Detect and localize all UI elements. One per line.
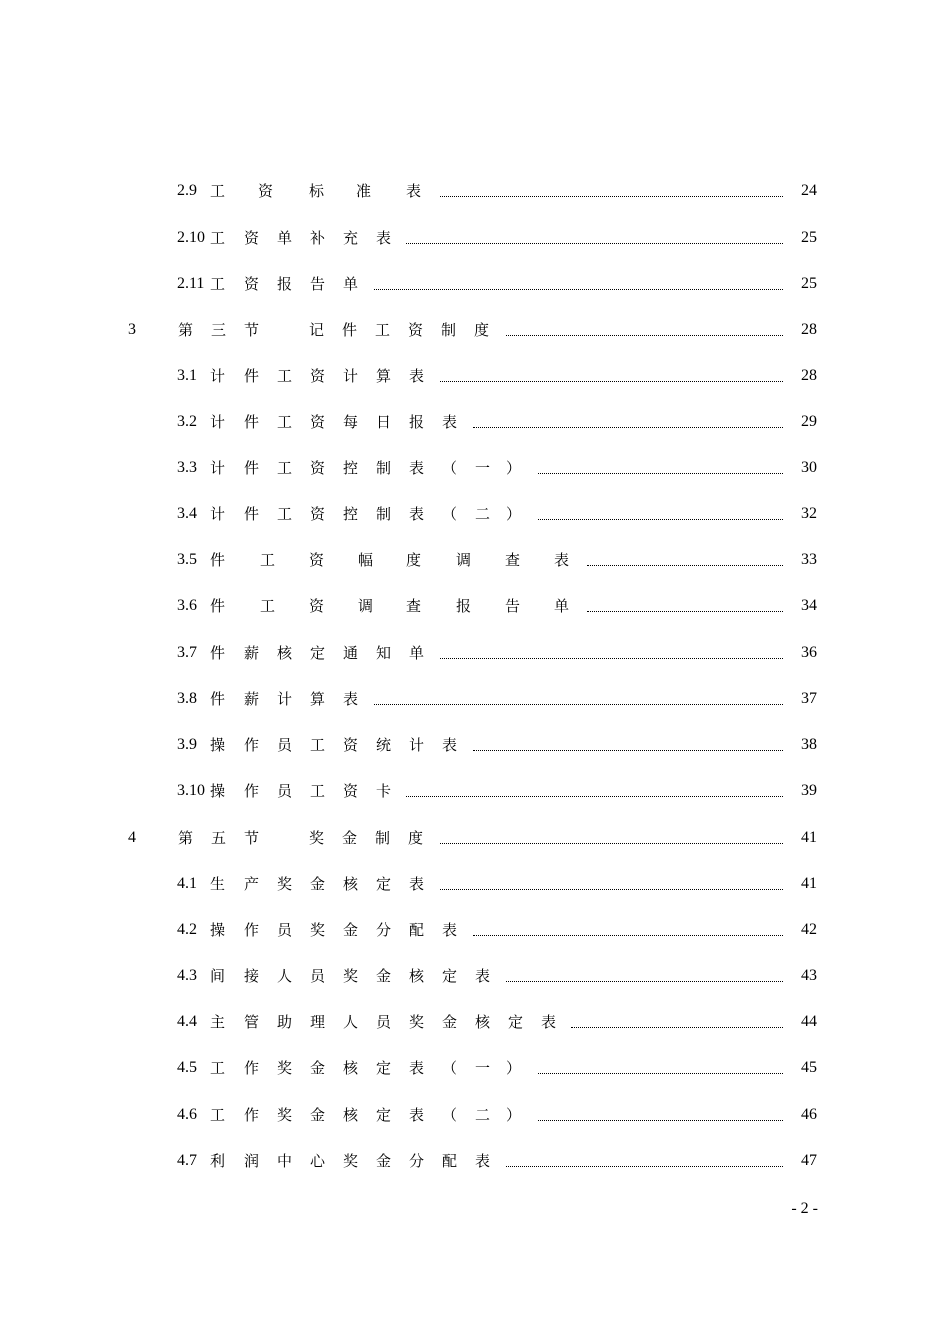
toc-entry[interactable] [0,176,950,206]
toc-title-char: 员 [277,782,293,800]
toc-page-number: 45 [801,1059,817,1076]
toc-title-char: 件 [210,644,226,662]
toc-item-number: 2.9 [177,182,197,199]
toc-page-number: 41 [801,829,817,846]
toc-dot-leader [538,1059,783,1074]
toc-page-number: 44 [801,1013,817,1030]
toc-title-char: ） [506,505,522,523]
toc-title-char: 算 [310,690,326,708]
toc-page-number: 24 [801,182,817,199]
toc-title-char: 充 [343,229,359,247]
toc-dot-leader [440,829,783,844]
toc-title-char: 操 [210,782,226,800]
toc-item-number: 3.6 [177,597,197,614]
toc-dot-leader [506,967,783,982]
toc-title-char: 表 [409,459,425,477]
toc-dot-leader [374,275,783,290]
toc-title-char: 资 [244,275,260,293]
toc-title-char: 计 [210,459,226,477]
toc-page-number: 39 [801,782,817,799]
toc-title-char: 报 [277,275,293,293]
toc-title-char: 日 [376,413,392,431]
toc-title-char: 资 [343,736,359,754]
toc-item-number: 3.8 [177,690,197,707]
toc-entry[interactable] [0,545,950,575]
toc-title-char: 一 [475,1059,491,1077]
toc-title-char: 通 [343,644,359,662]
toc-title-char: 告 [505,597,521,615]
toc-section-number: 4 [128,829,136,846]
toc-entry[interactable] [0,591,950,621]
toc-title-char: 表 [409,367,425,385]
toc-title-char: 标 [309,182,325,200]
toc-item-number: 4.7 [177,1152,197,1169]
toc-item-number: 3.4 [177,505,197,522]
toc-title-char: 制 [376,459,392,477]
toc-dot-leader [473,413,783,428]
toc-title-char: 节 [244,829,260,847]
toc-item-number: 3.5 [177,551,197,568]
toc-title-char: 准 [356,182,372,200]
toc-title-char: （ [442,459,458,477]
toc-title-char: 员 [376,1013,392,1031]
toc-entry[interactable] [0,453,950,483]
toc-title-char: 第 [178,321,194,339]
toc-title-char: ） [506,1106,522,1124]
toc-title-char: 助 [277,1013,293,1031]
toc-title-char: 查 [406,597,422,615]
toc-title-char: 表 [475,1152,491,1170]
toc-title-char: 统 [376,736,392,754]
toc-entry[interactable] [0,915,950,945]
toc-title-char: 计 [277,690,293,708]
toc-title-char: 操 [210,736,226,754]
toc-item-number: 3.2 [177,413,197,430]
toc-title-char: 定 [376,875,392,893]
toc-title-char: 理 [310,1013,326,1031]
toc-title-char: 件 [210,551,226,569]
toc-title-char: 表 [406,182,422,200]
toc-page-number: 34 [801,597,817,614]
toc-title-char: 一 [475,459,491,477]
toc-dot-leader [473,921,783,936]
toc-title-char: （ [442,1059,458,1077]
toc-title-char: 工 [210,182,226,200]
toc-page-number: 46 [801,1106,817,1123]
toc-item-number: 4.5 [177,1059,197,1076]
toc-title-char: 制 [376,505,392,523]
toc-title-char: 中 [277,1152,293,1170]
toc-title-char: 金 [343,921,359,939]
toc-dot-leader [506,321,783,336]
toc-title-char: 奖 [343,967,359,985]
toc-entry[interactable] [0,776,950,806]
toc-title-char: 作 [244,782,260,800]
toc-title-char: 知 [376,644,392,662]
toc-title-char: 奖 [409,1013,425,1031]
toc-title-char: 人 [277,967,293,985]
toc-title-char: 资 [310,505,326,523]
toc-title-char: 单 [554,597,570,615]
toc-title-char: 工 [310,736,326,754]
toc-title-char: 表 [442,413,458,431]
toc-page-number: 36 [801,644,817,661]
toc-title-char: 记 [309,321,325,339]
toc-title-char: 计 [343,367,359,385]
toc-title-char: 件 [210,597,226,615]
toc-title-char: 核 [343,1059,359,1077]
toc-title-char: 配 [409,921,425,939]
toc-title-char: 生 [210,875,226,893]
toc-title-char: 度 [474,321,490,339]
toc-title-char: 资 [408,321,424,339]
toc-title-char: 二 [475,505,491,523]
toc-title-char: 件 [244,459,260,477]
toc-title-char: 度 [408,829,424,847]
page-number-footer: - 2 - [791,1200,818,1217]
toc-item-number: 4.4 [177,1013,197,1030]
toc-dot-leader [406,782,783,797]
toc-title-char: 控 [343,505,359,523]
toc-title-char: 表 [541,1013,557,1031]
toc-title-char: 作 [244,736,260,754]
toc-item-number: 2.11 [177,275,205,292]
toc-dot-leader [587,597,783,612]
toc-title-char: 定 [508,1013,524,1031]
toc-title-char: 告 [310,275,326,293]
toc-page-number: 25 [801,275,817,292]
toc-title-char: 资 [310,413,326,431]
toc-title-char: 件 [342,321,358,339]
toc-title-char: 资 [258,182,274,200]
toc-title-char: 表 [475,967,491,985]
toc-page-number: 47 [801,1152,817,1169]
toc-title-char: ） [506,1059,522,1077]
toc-title-char: 件 [244,413,260,431]
toc-title-char: 工 [310,782,326,800]
toc-title-char: 金 [376,967,392,985]
toc-title-char: 作 [244,1059,260,1077]
toc-title-char: 资 [309,597,325,615]
toc-title-char: 金 [310,875,326,893]
toc-title-char: 资 [244,229,260,247]
toc-title-char: 薪 [244,690,260,708]
toc-title-char: 计 [210,413,226,431]
toc-dot-leader [538,1106,783,1121]
toc-entry[interactable] [0,869,950,899]
toc-title-char: 奖 [309,829,325,847]
toc-item-number: 4.2 [177,921,197,938]
toc-title-char: 分 [376,921,392,939]
toc-entry[interactable] [0,730,950,760]
toc-item-number: 4.1 [177,875,197,892]
toc-title-char: 三 [211,321,227,339]
toc-title-char: 计 [210,505,226,523]
toc-title-char: 工 [210,1059,226,1077]
toc-page-number: 41 [801,875,817,892]
toc-title-char: 工 [260,551,276,569]
toc-entry[interactable] [0,361,950,391]
toc-page-number: 33 [801,551,817,568]
toc-dot-leader [406,229,783,244]
toc-title-char: 调 [358,597,374,615]
toc-title-char: 核 [277,644,293,662]
toc-title-char: 表 [554,551,570,569]
toc-title-char: 定 [376,1106,392,1124]
toc-title-char: 单 [343,275,359,293]
toc-title-char: 主 [210,1013,226,1031]
toc-title-char: 操 [210,921,226,939]
toc-dot-leader [506,1152,783,1167]
toc-entry[interactable] [0,407,950,437]
toc-entry[interactable] [0,961,950,991]
toc-title-char: 分 [409,1152,425,1170]
toc-title-char: 金 [376,1152,392,1170]
toc-dot-leader [374,690,783,705]
toc-title-char: 定 [376,1059,392,1077]
toc-title-char: 资 [309,551,325,569]
toc-entry[interactable] [0,1146,950,1176]
toc-title-char: 第 [178,829,194,847]
toc-dot-leader [538,459,783,474]
toc-title-char: 产 [244,875,260,893]
toc-entry[interactable] [0,1007,950,1037]
toc-entry[interactable] [0,223,950,253]
toc-entry[interactable] [0,638,950,668]
toc-title-char: 制 [375,829,391,847]
toc-title-char: 单 [277,229,293,247]
toc-title-char: 员 [277,921,293,939]
toc-title-char: 表 [442,736,458,754]
toc-title-char: 表 [409,1106,425,1124]
toc-title-char: 核 [409,967,425,985]
toc-title-char: 工 [260,597,276,615]
toc-title-char: 金 [310,1106,326,1124]
toc-title-char: 表 [376,229,392,247]
toc-entry[interactable] [0,315,950,345]
toc-title-char: 工 [210,275,226,293]
toc-page-number: 43 [801,967,817,984]
toc-title-char: 每 [343,413,359,431]
toc-dot-leader [440,182,783,197]
toc-page-number: 30 [801,459,817,476]
toc-title-char: 核 [475,1013,491,1031]
toc-title-char: 表 [343,690,359,708]
toc-title-char: 核 [343,875,359,893]
toc-title-char: （ [442,505,458,523]
toc-page-number: 25 [801,229,817,246]
toc-page-number: 38 [801,736,817,753]
toc-title-char: 查 [505,551,521,569]
toc-title-char: 作 [244,921,260,939]
toc-title-char: 员 [277,736,293,754]
toc-title-char: 表 [409,875,425,893]
toc-dot-leader [571,1013,783,1028]
toc-title-char: 金 [342,829,358,847]
toc-title-char: 核 [343,1106,359,1124]
toc-item-number: 4.3 [177,967,197,984]
toc-title-char: ） [506,459,522,477]
toc-title-char: 奖 [310,921,326,939]
toc-title-char: 薪 [244,644,260,662]
toc-item-number: 2.10 [177,229,205,246]
toc-title-char: 工 [375,321,391,339]
toc-entry[interactable] [0,499,950,529]
toc-entry[interactable] [0,269,950,299]
toc-title-char: 接 [244,967,260,985]
toc-title-char: 定 [310,644,326,662]
toc-title-char: 金 [442,1013,458,1031]
toc-title-char: 定 [442,967,458,985]
toc-title-char: 幅 [358,551,374,569]
toc-title-char: 利 [210,1152,226,1170]
toc-title-char: 工 [277,505,293,523]
toc-title-char: 五 [211,829,227,847]
toc-item-number: 3.3 [177,459,197,476]
toc-item-number: 3.1 [177,367,197,384]
toc-title-char: 工 [210,1106,226,1124]
toc-dot-leader [538,505,783,520]
toc-title-char: 件 [244,505,260,523]
toc-title-char: 件 [210,690,226,708]
toc-title-char: 计 [409,736,425,754]
toc-title-char: 制 [441,321,457,339]
toc-title-char: 奖 [277,875,293,893]
toc-title-char: 间 [210,967,226,985]
toc-title-char: 金 [310,1059,326,1077]
toc-title-char: 配 [442,1152,458,1170]
toc-title-char: 件 [244,367,260,385]
toc-title-char: 工 [277,413,293,431]
toc-title-char: （ [442,1106,458,1124]
toc-title-char: 补 [310,229,326,247]
toc-dot-leader [440,875,783,890]
toc-page-number: 28 [801,321,817,338]
toc-title-char: 奖 [277,1059,293,1077]
toc-dot-leader [587,551,783,566]
toc-title-char: 心 [310,1152,326,1170]
toc-title-char: 计 [210,367,226,385]
toc-item-number: 3.9 [177,736,197,753]
toc-title-char: 表 [409,1059,425,1077]
toc-entry[interactable] [0,1100,950,1130]
toc-title-char: 控 [343,459,359,477]
toc-title-char: 工 [277,459,293,477]
toc-title-char: 员 [310,967,326,985]
toc-title-char: 调 [456,551,472,569]
toc-section-number: 3 [128,321,136,338]
toc-item-number: 3.7 [177,644,197,661]
toc-title-char: 报 [456,597,472,615]
toc-page-number: 37 [801,690,817,707]
toc-title-char: 表 [442,921,458,939]
toc-item-number: 3.10 [177,782,205,799]
toc-page-number: 32 [801,505,817,522]
toc-page-number: 42 [801,921,817,938]
toc-entry[interactable] [0,1053,950,1083]
toc-title-char: 奖 [277,1106,293,1124]
toc-title-char: 算 [376,367,392,385]
toc-item-number: 4.6 [177,1106,197,1123]
toc-title-char: 资 [310,459,326,477]
toc-entry[interactable] [0,823,950,853]
toc-title-char: 管 [244,1013,260,1031]
toc-title-char: 表 [409,505,425,523]
toc-title-char: 润 [244,1152,260,1170]
toc-title-char: 二 [475,1106,491,1124]
toc-title-char: 报 [409,413,425,431]
toc-title-char: 卡 [376,782,392,800]
toc-title-char: 奖 [343,1152,359,1170]
toc-title-char: 度 [406,551,422,569]
toc-page-number: 28 [801,367,817,384]
toc-title-char: 节 [244,321,260,339]
toc-title-char: 作 [244,1106,260,1124]
toc-title-char: 资 [343,782,359,800]
toc-dot-leader [473,736,783,751]
toc-title-char: 资 [310,367,326,385]
toc-page-number: 29 [801,413,817,430]
toc-title-char: 工 [277,367,293,385]
toc-entry[interactable] [0,684,950,714]
toc-dot-leader [440,644,783,659]
toc-dot-leader [440,367,783,382]
toc-title-char: 人 [343,1013,359,1031]
toc-title-char: 单 [409,644,425,662]
toc-title-char: 工 [210,229,226,247]
